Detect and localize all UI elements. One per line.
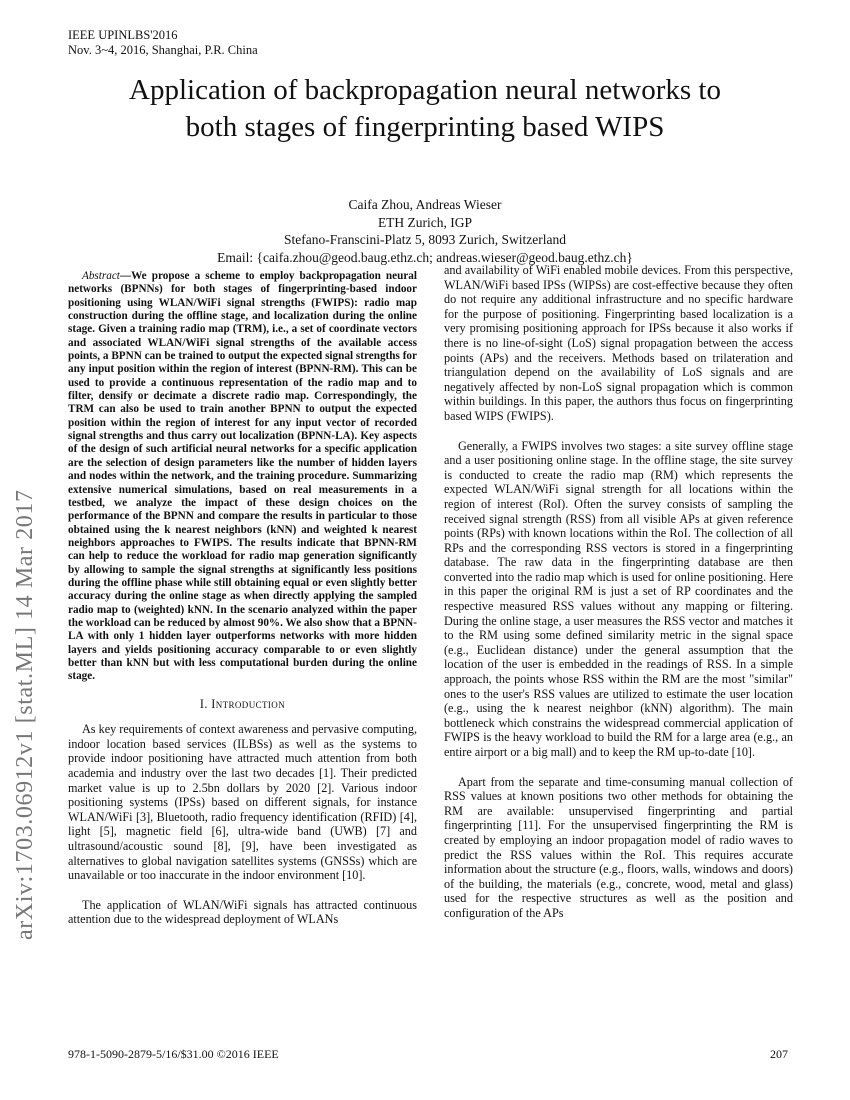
footer-page-number: 207 bbox=[770, 1047, 788, 1061]
title-line-2: both stages of fingerprinting based WIPS bbox=[185, 111, 665, 143]
author-email: Email: {caifa.zhou@geod.baug.ethz.ch; andreas.wieser@geod.baug.ethz.ch} bbox=[217, 249, 633, 265]
arxiv-stamp: arXiv:1703.06912v1 [stat.ML] 14 Mar 2017 bbox=[12, 489, 38, 940]
left-column bbox=[68, 270, 417, 927]
footer-isbn: 978-1-5090-2879-5/16/$31.00 ©2016 IEEE bbox=[68, 1047, 279, 1061]
conference-name: IEEE UPINLBS'2016 bbox=[68, 28, 178, 42]
intro-paragraph: As key requirements of context awareness and pervasive computing, indoor location based services (ILBSs) as well as the systems to provide indoor positioning have attracted much attention from both academia and industry over the last two decades [1]. Their predicted market value is up to 2.5bn dollars by 2020 [2]. Various indoor positioning systems (IPSs) based on different signals, for instance WLAN/WiFi [3], Bluetooth, radio frequency identification (RFID) [4], light [5], magnetic field [6], ultra-wide band (UWB) [7] and ultrasound/acoustic sound [8], [9], have been investigated as alternatives to global navigation satellites systems (GNSSs) which are unavailable or too inaccurate in the indoor environment [10]. bbox=[68, 722, 417, 883]
paper-title bbox=[60, 72, 790, 146]
right-column bbox=[444, 263, 793, 921]
abstract-text: —We propose a scheme to employ backpropagation neural networks (BPNNs) for both stages of fingerprinting-based indoor positioning using WLAN/WiFi signal strengths (FWIPS): radio map construction during the offline stage, and localization during the online stage. Given a training radio map (TRM), i.e., a set of coordinate vectors and associated WLAN/WiFi signal strengths of the available access points, a BPNN can be trained to output the expected signal strengths for any input position within the region of interest (BPNN-RM). This can be used to provide a continuous representation of the radio map and to filter, densify or decimate a discrete radio map. Correspondingly, the TRM can also be used to train another BPNN to output the expected position within the region of interest for any input vector of recorded signal strengths and thus carry out localization (BPNN-LA). Key aspects of the design of such artificial neural networks for a specific application are the selection of design parameters like the number of hidden layers and nodes within the network, and the training procedure. Summarizing extensive numerical simulations, based on real measurements in a testbed, we analyze the impact of these design choices on the performance of the BPNN and compare the results in particular to those obtained using the k nearest neighbors (kNN) and weighted k nearest neighbors approaches to FWIPS. The results indicate that BPNN-RM can help to reduce the workload for radio map generation significantly by allowing to sample the signal strengths at significantly less positions during the offline phase while still obtaining equal or even slightly better accuracy during the online stage as when directly applying the sampled radio map to (weighted) kNN. In the scenario analyzed within the paper the workload can be reduced by almost 90%. We also show that a BPNN-LA with only 1 hidden layer outperforms networks with more hidden layers and yields positioning accuracy comparable to or even slightly better than kNN but with less computational burden during the online stage. bbox=[68, 270, 417, 683]
author-block bbox=[160, 196, 690, 266]
conference-date-place: Nov. 3~4, 2016, Shanghai, P.R. China bbox=[68, 43, 258, 57]
body-paragraph: Generally, a FWIPS involves two stages: a site survey offline stage and a user positioning online stage. In the offline stage, the site survey is conducted to create the radio map (RM) which represents the expected WLAN/WiFi signal strength for all locations within the region of interest (RoI). Often the survey consists of sampling the received signal strength (RSS) from all visible APs at given reference points (RPs) with known locations within the RoI. The collection of all RPs and the corresponding RSS vectors is stored in a fingerprinting database. The raw data in the fingerprinting database are then converted into the radio map which is used for online positioning. Here in this paper the original RM is just a set of RP coordinates and the respective measured RSS values without any mapping or filtering. During the online stage, a user measures the RSS vector and matches it to the RM using some defined similarity metric in the signal space (e.g., Euclidean distance) under the general assumption that the location of the user is embedded in the readings of RSS. In a simple approach, the points whose RSS within the RM are the most "similar" ones to the user's RSS values are utilized to estimate the user location (e.g., using the k nearest neighbor (kNN) algorithm). The main bottleneck which constrains the widespread commercial application of FWIPS is the heavy workload to build the RM for a large area (e.g., an entire airport or a big mall) and to keep the RM up-to-date [10]. bbox=[444, 438, 793, 759]
author-names: Caifa Zhou, Andreas Wieser bbox=[348, 197, 502, 212]
conference-header bbox=[68, 28, 258, 58]
author-address: Stefano-Franscini-Platz 5, 8093 Zurich, Switzerland bbox=[284, 232, 566, 247]
title-line-1: Application of backpropagation neural networks to bbox=[129, 74, 721, 106]
intro-paragraph: The application of WLAN/WiFi signals has attracted continuous attention due to the widespread deployment of WLANs bbox=[68, 897, 417, 927]
abstract bbox=[68, 270, 417, 684]
author-affiliation: ETH Zurich, IGP bbox=[377, 214, 473, 230]
section-heading-introduction: I. Introduction bbox=[199, 696, 286, 711]
body-paragraph: and availability of WiFi enabled mobile devices. From this perspective, WLAN/WiFi based IPSs (WIPSs) are cost-effective because they often do not require any additional infrastructure and no specific hardware for the purpose of positioning. Fingerprinting based localization is a very promising positioning approach for IPSs because it also works if there is no line-of-sight (LoS) signal propagation between the access points (APs) and the receivers. Methods based on trilateration and triangulation depend on the availability of LoS signals and are negatively affected by non-LoS signal propagation which is common within buildings. In this paper, the authors thus focus on fingerprinting based WIPS (FWIPS). bbox=[444, 263, 793, 423]
body-paragraph: Apart from the separate and time-consuming manual collection of RSS values at known positions two other methods for obtaining the RM are available: unsupervised fingerprinting and partial fingerprinting [11]. For the unsupervised fingerprinting the RM is created by employing an indoor propagation model of radio waves to predict the RSS values within the RoI. This requires accurate information about the structure (e.g., floors, walls, windows and doors) of the building, the materials (e.g., concrete, wood, metal and glass) used for the respective structures as well as the position and configuration of the APs bbox=[444, 774, 793, 920]
abstract-label: Abstract bbox=[82, 270, 120, 282]
